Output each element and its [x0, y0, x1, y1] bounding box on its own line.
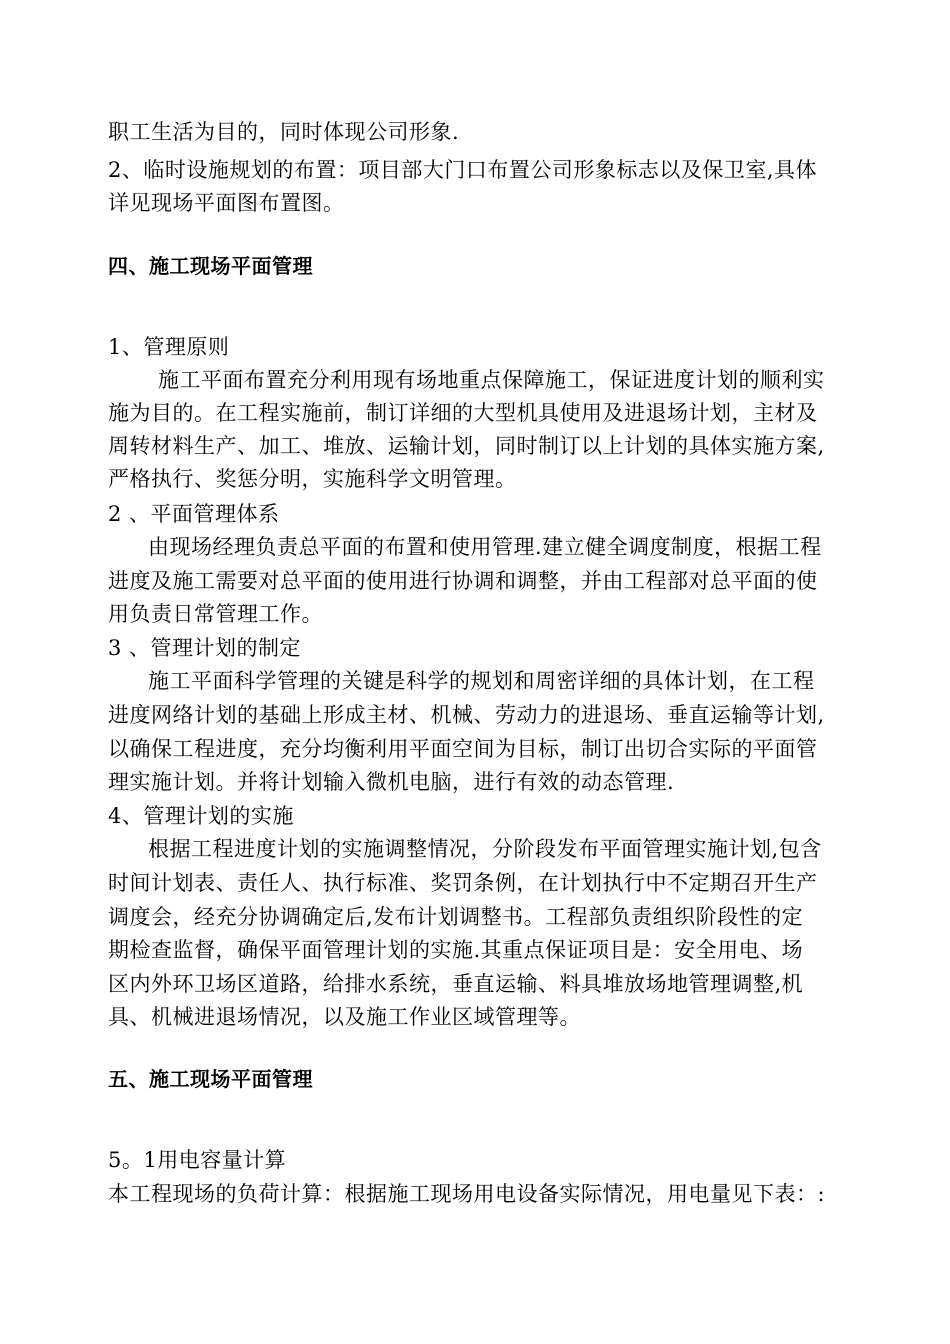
subsection-heading: 1、管理原则	[108, 335, 230, 359]
text-line: 2、临时设施规划的布置：项目部大门口布置公司形象标志以及保卫室,具体	[108, 158, 818, 182]
text-line: 以确保工程进度，充分均衡利用平面空间为目标，制订出切合实际的平面管	[108, 737, 818, 761]
text-line: 本工程现场的负荷计算：根据施工现场用电设备实际情况，用电量见下表：:	[108, 1182, 826, 1206]
text-line: 期检查监督，确保平面管理计划的实施.其重点保证项目是：安全用电、场	[108, 938, 804, 962]
text-line: 根据工程进度计划的实施调整情况，分阶段发布平面管理实施计划,包含	[148, 837, 822, 861]
text-line: 施为目的。在工程实施前，制订详细的大型机具使用及进退场计划，主材及	[108, 401, 818, 425]
text-line: 调度会，经充分协调确定后,发布计划调整书。工程部负责组织阶段性的定	[108, 905, 804, 929]
subsection-heading: 5。1用电容量计算	[108, 1148, 287, 1172]
subsection-heading: 3 、管理计划的制定	[108, 636, 302, 660]
text-line: 详见现场平面图布置图。	[108, 191, 345, 215]
subsection-heading: 4、管理计划的实施	[108, 804, 294, 828]
section-heading: 四、施工现场平面管理	[108, 254, 313, 278]
text-line: 时间计划表、责任人、执行标准、奖罚条例，在计划执行中不定期召开生产	[108, 871, 818, 895]
text-line: 区内外环卫场区道路，给排水系统，垂直运输、料具堆放场地管理调整,机	[108, 972, 804, 996]
text-line: 进度及施工需要对总平面的使用进行协调和调整，并由工程部对总平面的使	[108, 569, 818, 593]
text-line: 理实施计划。并将计划输入微机电脑，进行有效的动态管理.	[108, 770, 675, 794]
text-line: 施工平面科学管理的关键是科学的规划和周密详细的具体计划，在工程	[148, 669, 815, 693]
text-line: 施工平面布置充分利用现有场地重点保障施工，保证进度计划的顺利实	[158, 368, 825, 392]
text-line: 严格执行、奖惩分明，实施科学文明管理。	[108, 467, 517, 491]
text-line: 进度网络计划的基础上形成主材、机械、劳动力的进退场、垂直运输等计划,	[108, 703, 825, 727]
text-line: 具、机械进退场情况，以及施工作业区域管理等。	[108, 1005, 581, 1029]
text-line: 周转材料生产、加工、堆放、运输计划，同时制订以上计划的具体实施方案,	[108, 434, 825, 458]
text-line: 用负责日常管理工作。	[108, 602, 323, 626]
text-line: 由现场经理负责总平面的布置和使用管理.建立健全调度制度，根据工程	[148, 535, 822, 559]
subsection-heading: 2 、平面管理体系	[108, 502, 280, 526]
text-line: 职工生活为目的，同时体现公司形象.	[108, 120, 460, 144]
section-heading: 五、施工现场平面管理	[108, 1067, 313, 1091]
